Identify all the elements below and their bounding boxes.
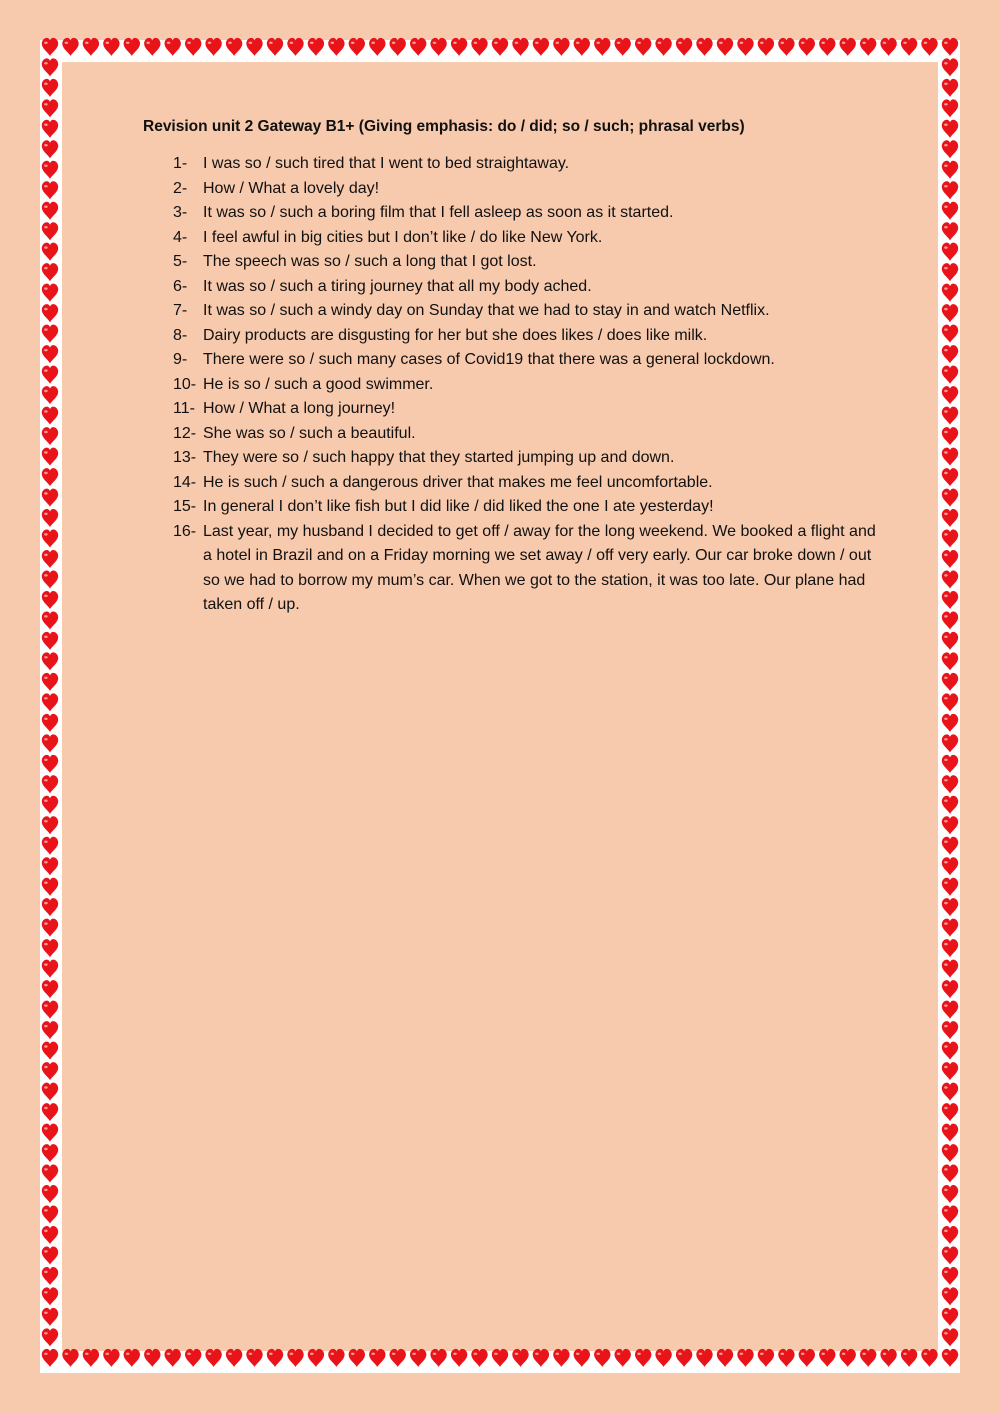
exercise-text: He is such / such a dangerous driver that makes me feel uncomfortable. [203, 473, 713, 491]
exercise-item [143, 226, 883, 251]
worksheet-content [143, 118, 883, 618]
exercise-text: She was so / such a beautiful. [203, 424, 416, 442]
exercise-text: How / What a lovely day! [203, 179, 380, 197]
exercise-item [143, 495, 883, 520]
exercise-text: The speech was so / such a long that I got lost. [203, 253, 537, 270]
exercise-number: 14- [173, 473, 197, 491]
exercise-text: It was so / such a tiring journey that all my body ached. [203, 277, 592, 295]
exercise-text: Dairy products are disgusting for her but she does likes / does like milk. [203, 326, 708, 344]
exercise-text: How / What a long journey! [203, 400, 396, 417]
exercise-number: 5- [173, 253, 188, 270]
exercise-item [143, 471, 883, 496]
exercise-item [143, 152, 883, 177]
exercise-item [143, 397, 883, 422]
exercise-text: He is so / such a good swimmer. [203, 375, 434, 393]
exercise-text: In general I don’t like fish but I did like / did liked the one I ate yesterday! [203, 498, 714, 515]
exercise-text: It was so / such a boring film that I fell asleep as soon as it started. [203, 204, 674, 221]
page-title: Revision unit 2 Gateway B1+ (Giving emphasis: do / did; so / such; phrasal verbs) [143, 118, 745, 135]
exercise-number: 3- [173, 204, 188, 221]
exercise-text: It was so / such a windy day on Sunday that we had to stay in and watch Netflix. [203, 302, 770, 319]
exercise-number: 6- [173, 277, 188, 295]
exercise-number: 15- [173, 498, 197, 515]
exercise-item [143, 275, 883, 300]
exercise-number: 13- [173, 449, 197, 466]
exercise-text: Last year, my husband I decided to get off / away for the long weekend. We booked a flight and a hotel in Brazil and on a Friday morning we set away / off very early. Our car broke down / out so we had to borrow my mum’s car. When we got to the station, it was too late. Our plane had taken off / up. [203, 522, 876, 613]
exercise-item [143, 201, 883, 226]
exercise-item [143, 373, 883, 398]
exercise-text: I was so / such tired that I went to bed straightaway. [203, 155, 570, 172]
exercise-item [143, 177, 883, 202]
exercise-list [143, 152, 883, 618]
exercise-text: They were so / such happy that they started jumping up and down. [203, 449, 675, 466]
exercise-text: I feel awful in big cities but I don’t like / do like New York. [203, 228, 603, 246]
exercise-number: 16- [173, 522, 197, 540]
exercise-number: 1- [173, 155, 188, 172]
exercise-item [143, 250, 883, 275]
exercise-item [143, 348, 883, 373]
exercise-number: 8- [173, 326, 188, 344]
exercise-item [143, 520, 883, 618]
exercise-item [143, 446, 883, 471]
exercise-item [143, 422, 883, 447]
exercise-text: There were so / such many cases of Covid19 that there was a general lockdown. [203, 351, 775, 368]
exercise-number: 4- [173, 228, 188, 246]
exercise-item [143, 324, 883, 349]
exercise-number: 10- [173, 375, 197, 393]
exercise-number: 12- [173, 424, 197, 442]
exercise-number: 9- [173, 351, 188, 368]
exercise-number: 2- [173, 179, 188, 197]
exercise-number: 7- [173, 302, 188, 319]
exercise-item [143, 299, 883, 324]
exercise-number: 11- [173, 400, 195, 417]
